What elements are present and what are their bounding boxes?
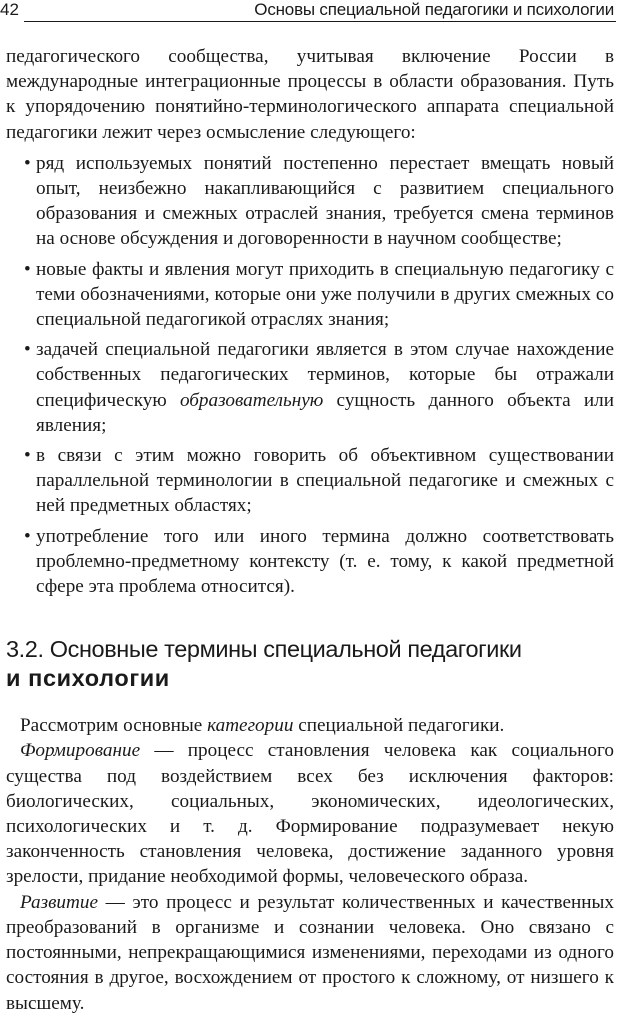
page-header: [0, 0, 620, 22]
bullet-item: [6, 151, 614, 252]
section-heading: [6, 635, 614, 693]
bullet-text: употребление того или иного термина должно соответствовать проблемно-предметному контексту (т. е. тому, к какой предметной сфере эта проблема относится).: [36, 525, 614, 598]
term-emphasis: категории: [207, 715, 294, 737]
section-heading-line2: и психологии: [6, 665, 170, 692]
bullet-dot: •: [24, 152, 31, 174]
paragraph-text: Рассмотрим основные: [20, 715, 208, 737]
bullet-dot: •: [24, 339, 31, 361]
bullet-list: [6, 151, 614, 599]
bullet-dot: •: [24, 258, 31, 280]
header-rule: [24, 21, 616, 22]
page-body: [6, 44, 614, 1016]
bullet-dot: •: [24, 445, 31, 467]
page-number: 42: [0, 0, 19, 19]
bullet-text: задачей специальной педагогики является в этом случае нахождение собственных педагогических терминов, которые бы отражали специфическую: [36, 339, 614, 411]
bullet-text: сущность данного объекта или явления;: [36, 389, 614, 436]
paragraph-text: — это процесс и результат количественных и качественных преобразований в организме и сознании человека. Оно связано с постоянными, непрекращающимися изменениями, переходами из одного состояния в другое, восхождением от простого к сложному, от низшего к высшему.: [6, 891, 614, 1014]
paragraph-text: специальной педагогики.: [293, 715, 505, 737]
paragraph-text: — процесс становления человека как социального существа под воздействием всех без исключения факторов: биологических, социальных, экономических, идеологических, психологических и т. д. Формирование подразумевает некую законченность становления человека, достижение заданного уровня зрелости, придание необходимой формы, человеческого образа.: [6, 740, 614, 888]
bullet-item: [6, 443, 614, 519]
paragraph-development: [6, 890, 614, 1016]
term-formation: Формирование: [20, 740, 141, 762]
running-title: Основы специальной педагогики и психологии: [254, 0, 614, 19]
intro-paragraph: педагогического сообщества, учитывая включение России в международные интеграционные процессы в области образования. Путь к упорядочению понятийно-терминологического аппарата специальной педагогики лежит через осмысление следующего:: [6, 46, 614, 143]
paragraph-formation: [6, 738, 614, 889]
bullet-text: в связи с этим можно говорить об объективном существовании параллельной терминологии в специальной педагогике и смежных с ней предметных областях;: [36, 445, 614, 517]
term-development: Развитие: [20, 891, 98, 913]
bullet-emphasis: образовательную: [179, 389, 324, 411]
paragraph-categories: [6, 713, 614, 738]
bullet-text: ряд используемых понятий постепенно перестает вмещать новый опыт, неизбежно накапливающийся с развитием специального образования и смежных отраслей знания, требуется смена терминов на основе обсуждения и договоренности в научном сообществе;: [36, 152, 614, 250]
bullet-item: [6, 257, 614, 333]
section-heading-line1: 3.2. Основные термины специальной педагогики: [6, 636, 522, 663]
bullet-item: [6, 337, 614, 438]
bullet-dot: •: [24, 525, 31, 547]
bullet-item: [6, 524, 614, 600]
bullet-text: новые факты и явления могут приходить в специальную педагогику с теми обозначениями, которые они уже получили в других смежных со специальной педагогикой отраслях знания;: [36, 258, 614, 331]
